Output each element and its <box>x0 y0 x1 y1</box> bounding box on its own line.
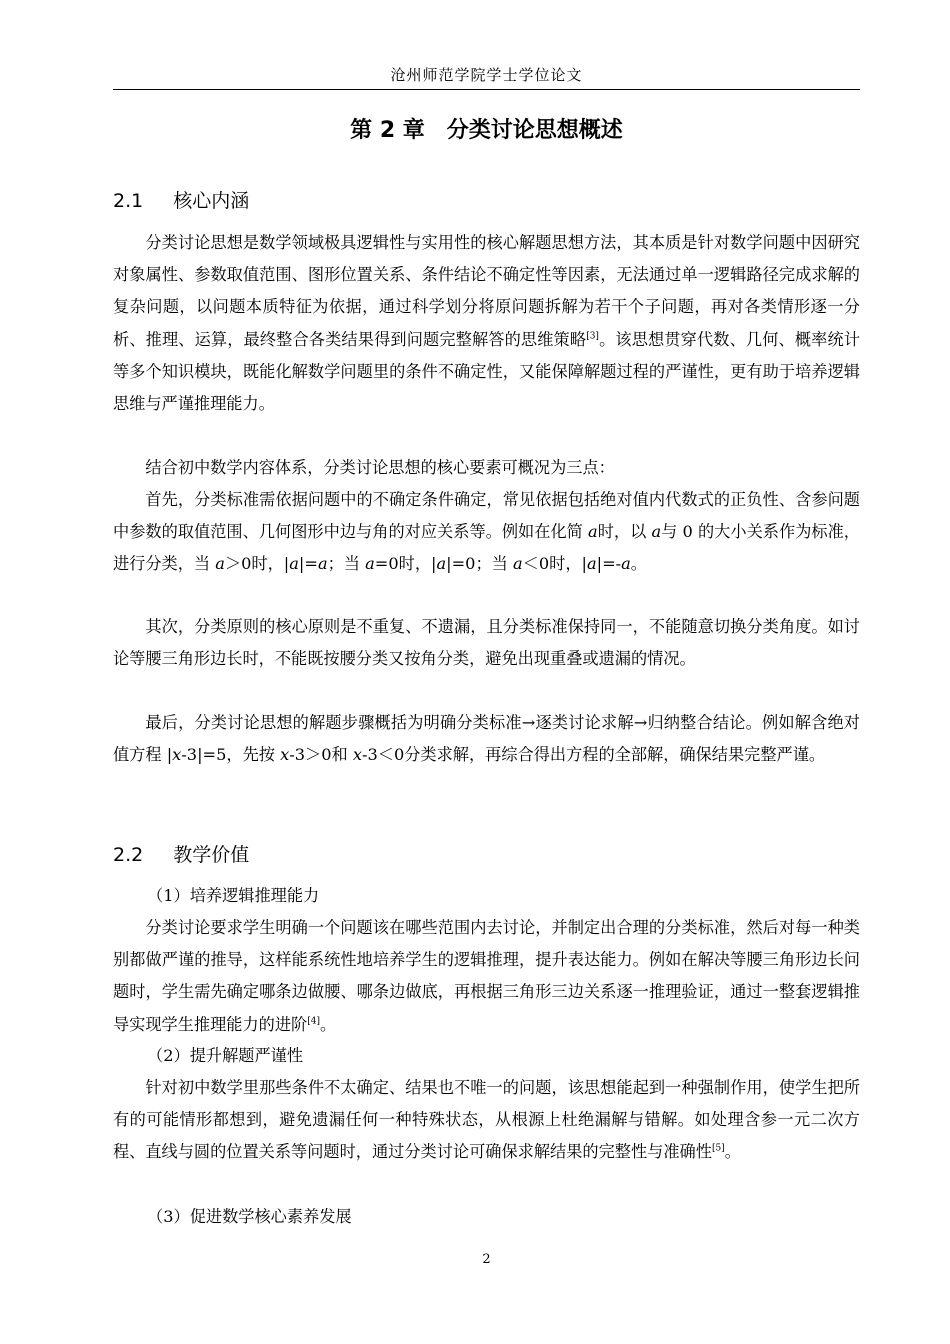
subsection-label-3: （3）促进数学核心素养发展 <box>147 1207 352 1226</box>
section-title: 教学价值 <box>173 844 250 866</box>
subsection-label-1: （1）培养逻辑推理能力 <box>147 886 320 905</box>
paragraph-three-elements-intro: 结合初中数学内容体系，分类讨论思想的核心要素可概况为三点： <box>145 458 615 477</box>
citation-ref: [5] <box>711 1144 725 1155</box>
paragraph-logical-reasoning: 分类讨论要求学生明确一个问题该在哪些范围内去讨论，并制定出合理的分类标准，然后对每一种类别都做严谨的推导，这样能系统性地培养学生的逻辑推理，提升表达能力。例如在解决等腰三角形边长问题时，学生需先确定哪条边做腰、哪条边做底，再根据三角形三边关系逐一推理验证，通过一整套逻辑推导实现学生推理能力的进阶[4]。 <box>113 918 860 1034</box>
paragraph-classification-standard: 首先，分类标准需依据问题中的不确定条件确定，常见依据包括绝对值内代数式的正负性、含参问题中参数的取值范围、几何图形中边与角的对应关系等。例如在化简 a时，以 a与 0 的大小关系作为标准，进行分类，当 a＞0时，|a|=a；当 a=0时，|a|=0；当 a＜0时，|a|=-a。 <box>113 490 860 574</box>
running-header: 沧州师范学院学士学位论文 <box>390 66 583 84</box>
paragraph-classification-principle: 其次，分类原则的核心原则是不重复、不遗漏，且分类标准保持同一，不能随意切换分类角度。如讨论等腰三角形边长时，不能既按腰分类又按角分类，避免出现重叠或遗漏的情况。 <box>113 617 860 669</box>
chapter-title: 第 2 章 分类讨论思想概述 <box>350 118 623 143</box>
header-rule <box>113 89 860 90</box>
section-heading-2-1 <box>113 186 249 216</box>
citation-ref: [4] <box>307 1016 320 1027</box>
subsection-label-2: （2）提升解题严谨性 <box>147 1046 304 1065</box>
section-title: 核心内涵 <box>173 190 250 212</box>
section-number: 2.2 <box>113 844 144 866</box>
citation-ref: [3] <box>586 331 599 342</box>
section-heading-2-2 <box>113 840 249 870</box>
section-number: 2.1 <box>113 190 144 212</box>
paragraph-solving-steps: 最后，分类讨论思想的解题步骤概括为明确分类标准→逐类讨论求解→归纳整合结论。例如解含绝对值方程 |x-3|=5，先按 x-3＞0和 x-3＜0分类求解，再综合得出方程的全部解，确保结果完整严谨。 <box>113 713 860 765</box>
paragraph-rigor: 针对初中数学里那些条件不太确定、结果也不唯一的问题，该思想能起到一种强制作用，使学生把所有的可能情形都想到，避免遗漏任何一种特殊状态，从根源上杜绝漏解与错解。如处理含参一元二次方程、直线与圆的位置关系等问题时，通过分类讨论可确保求解结果的完整性与准确性[5]。 <box>113 1078 860 1162</box>
page-number: 2 <box>482 1252 491 1267</box>
paragraph-core-definition: 分类讨论思想是数学领域极具逻辑性与实用性的核心解题思想方法，其本质是针对数学问题中因研究对象属性、参数取值范围、图形位置关系、条件结论不确定性等因素，无法通过单一逻辑路径完成求解的复杂问题，以问题本质特征为依据，通过科学划分将原问题拆解为若干个子问题，再对各类情形逐一分析、推理、运算，最终整合各类结果得到问题完整解答的思维策略[3]。该思想贯穿代数、几何、概率统计等多个知识模块，既能化解数学问题里的条件不确定性，又能保障解题过程的严谨性，更有助于培养逻辑思维与严谨推理能力。 <box>113 233 861 414</box>
